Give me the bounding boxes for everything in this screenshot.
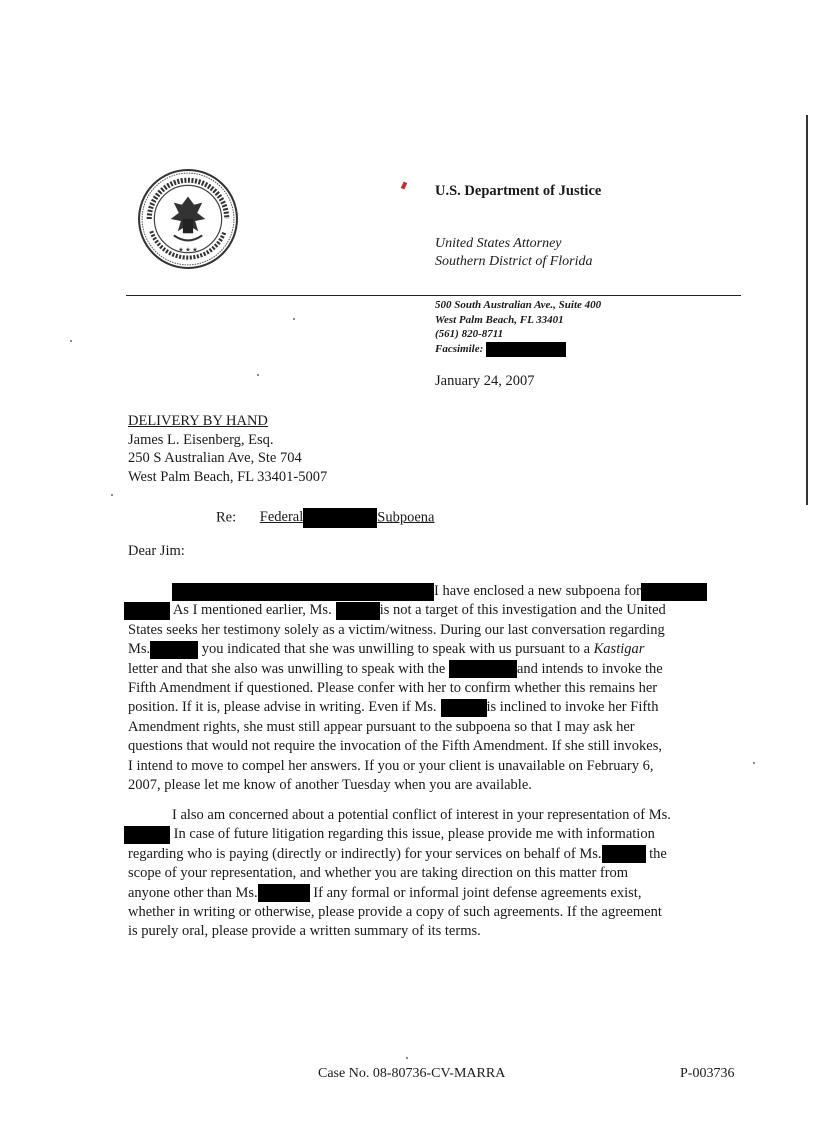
p1-text: is inclined to invoke her Fifth <box>486 699 659 716</box>
p2-line-6: whether in writing or otherwise, please provide a copy of such agreements. If the agreement <box>128 904 662 921</box>
paragraph-1 <box>128 582 696 795</box>
office-line-2: Southern District of Florida <box>435 254 593 269</box>
page-number: P-003736 <box>680 1066 735 1081</box>
p1-line-7 <box>128 698 696 717</box>
letter-date: January 24, 2007 <box>435 373 535 389</box>
p1-line-10: I intend to move to compel her answers. If you or your client is unavailable on February 6, <box>128 757 654 774</box>
scan-speck <box>257 374 259 376</box>
p1-text: As I mentioned earlier, Ms. <box>172 602 332 619</box>
address-line-1: 500 South Australian Ave., Suite 400 <box>435 299 602 311</box>
office-address <box>435 298 601 357</box>
ink-mark <box>401 181 408 189</box>
p2-line-2 <box>128 825 696 844</box>
p1-line-9: questions that would not require the invocation of the Fifth Amendment. If she still invokes, <box>128 738 663 755</box>
p1-kastigar: Kastigar <box>593 641 645 658</box>
redaction-box <box>124 826 170 844</box>
address-fax <box>435 342 601 357</box>
redaction-box <box>602 845 646 863</box>
recipient-street: 250 S Australian Ave, Ste 704 <box>128 450 302 466</box>
redaction-box <box>124 602 170 620</box>
p1-line-11: 2007, please let me know of another Tuesday when you are available. <box>128 777 532 794</box>
re-federal: Federal <box>259 509 304 526</box>
redaction-box <box>641 583 707 601</box>
p1-text: I have enclosed a new subpoena for <box>434 583 641 599</box>
redaction-box <box>258 884 310 902</box>
p2-line-4: scope of your representation, and whether you are taking direction on this matter from <box>128 865 629 882</box>
re-line <box>216 508 434 528</box>
scan-speck <box>70 340 72 342</box>
case-number: Case No. 08-80736-CV-MARRA <box>318 1066 506 1081</box>
p1-text: you indicated that she was unwilling to speak with us pursuant to a <box>198 641 594 658</box>
p1-line-8: Amendment rights, she must still appear pursuant to the subpoena so that I may ask her <box>128 718 635 735</box>
p2-text: the <box>645 845 667 862</box>
scan-speck <box>406 1057 408 1059</box>
redaction-box <box>486 342 566 357</box>
redaction-box <box>172 583 434 601</box>
p2-line-7: is purely oral, please provide a written summary of its terms. <box>128 923 481 940</box>
office-line-1: United States Attorney <box>435 236 562 251</box>
p1-line-6: Fifth Amendment if questioned. Please confer with her to confirm whether this remains her <box>128 680 658 697</box>
p1-text: is not a target of this investigation and the United <box>379 602 666 619</box>
scan-edge-line <box>806 115 808 505</box>
redaction-box <box>441 699 487 717</box>
fax-label: Facsimile: <box>435 342 484 355</box>
scan-speck <box>111 494 113 496</box>
p1-line-5 <box>128 660 696 679</box>
p2-text: In case of future litigation regarding this issue, please provide me with information <box>173 826 655 843</box>
redaction-box <box>303 508 377 528</box>
p1-line-1 <box>128 582 696 601</box>
p2-line-3 <box>128 845 696 864</box>
p2-text: regarding who is paying (directly or indirectly) for your services on behalf of Ms. <box>128 845 602 862</box>
p1-text: letter and that she also was unwilling to speak with the <box>128 660 446 677</box>
p2-text: If any formal or informal joint defense agreements exist, <box>309 884 642 901</box>
re-subpoena: Subpoena <box>377 509 435 526</box>
recipient-block <box>128 412 327 486</box>
p1-text: position. If it is, please advise in writing. Even if Ms. <box>128 699 437 716</box>
svg-text:★ ★ ★: ★ ★ ★ <box>178 247 198 254</box>
delivery-method: DELIVERY BY HAND <box>128 413 268 429</box>
salutation: Dear Jim: <box>128 543 185 559</box>
p1-text: Ms. <box>128 641 151 658</box>
redaction-box <box>449 660 517 678</box>
header-rule <box>126 295 741 296</box>
recipient-city: West Palm Beach, FL 33401-5007 <box>128 468 328 485</box>
p2-line-5 <box>128 884 696 903</box>
department-title: U.S. Department of Justice <box>435 183 602 199</box>
p1-line-3: States seeks her testimony solely as a victim/witness. During our last conversation regarding <box>128 621 665 638</box>
scan-speck <box>293 318 295 320</box>
address-phone: (561) 820-8711 <box>435 328 504 340</box>
p1-line-2 <box>128 601 696 620</box>
p2-line-1: I also am concerned about a potential conflict of interest in your representation of Ms. <box>172 807 671 823</box>
p1-line-4 <box>128 640 696 659</box>
office-block <box>435 235 593 271</box>
redaction-box <box>150 641 198 659</box>
recipient-name: James L. Eisenberg, Esq. <box>128 431 274 448</box>
re-label: Re: <box>216 509 237 526</box>
p1-text: and intends to invoke the <box>516 660 663 677</box>
address-line-2: West Palm Beach, FL 33401 <box>435 313 564 326</box>
doj-seal-logo <box>137 168 239 270</box>
p2-text: anyone other than Ms. <box>128 884 258 901</box>
paragraph-2 <box>128 806 696 942</box>
redaction-box <box>336 602 380 620</box>
scan-speck <box>753 762 755 764</box>
